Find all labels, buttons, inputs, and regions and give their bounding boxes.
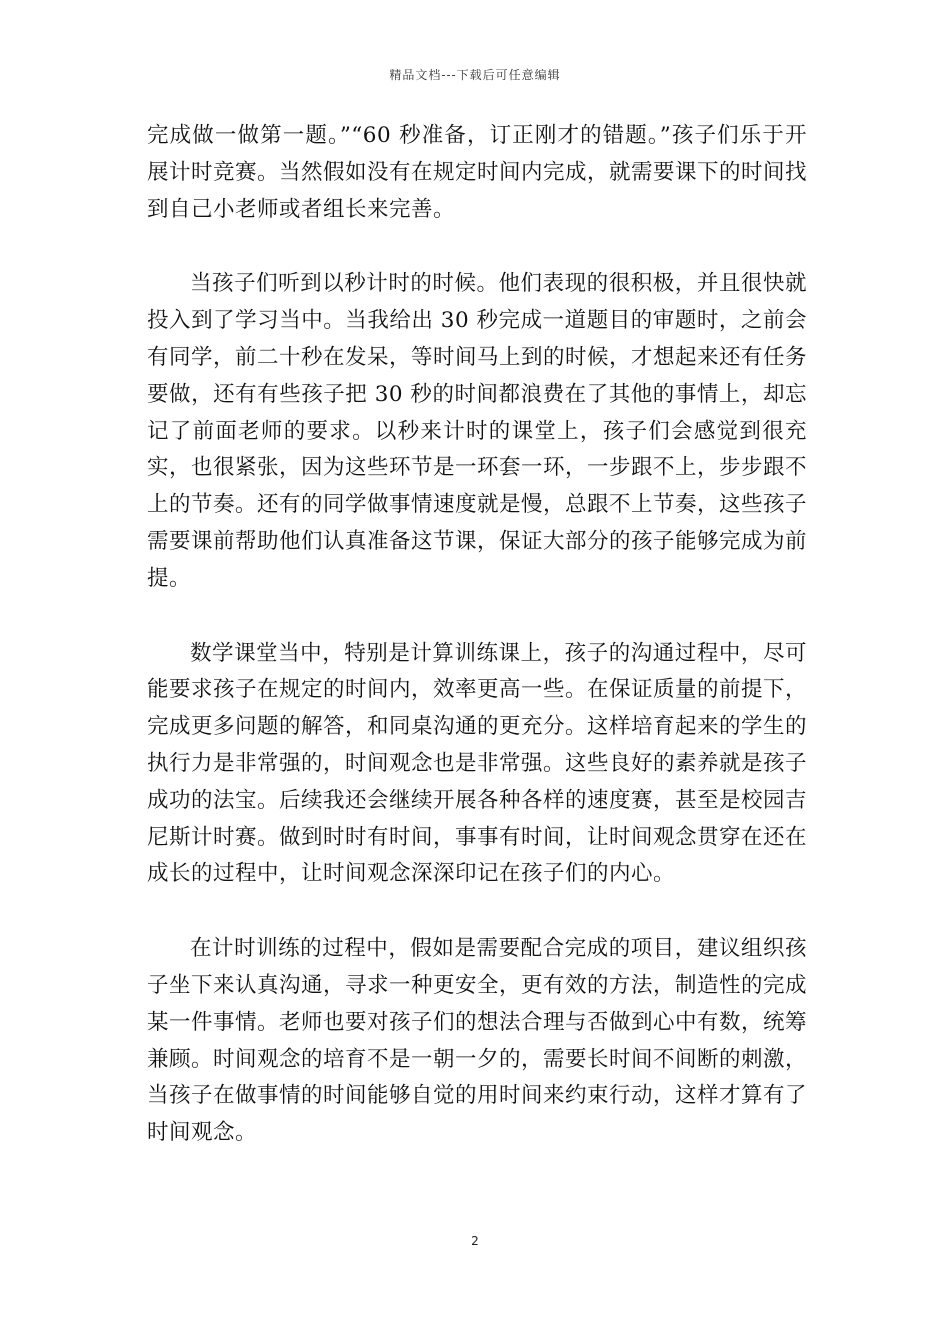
paragraph-3: 数学课堂当中，特别是计算训练课上，孩子的沟通过程中，尽可能要求孩子在规定的时间内，效率更高一些。在保证质量的前提下，完成更多问题的解答，和同桌沟通的更充分。这样培育起来的学生的执行力是非常强的，时间观念也是非常强。这些良好的素养就是孩子成功的法宝。后续我还会继续开展各种各样的速度赛，甚至是校园吉尼斯计时赛。做到时时有时间，事事有时间，让时间观念贯穿在还在成长的过程中，让时间观念深深印记在孩子们的内心。: [147, 640, 808, 887]
page-header: 精品文档---下载后可任意编辑: [389, 68, 561, 82]
paragraph-2: 当孩子们听到以秒计时的时候。他们表现的很积极，并且很快就投入到了学习当中。当我给出 30 秒完成一道题目的审题时，之前会有同学，前二十秒在发呆，等时间马上到的时候，才想起来还有任务要做，还有有些孩子把 30 秒的时间都浪费在了其他的事情上，却忘记了前面老师的要求。以秒来计时的课堂上，孩子们会感觉到很充实，也很紧张，因为这些环节是一环套一环，一步跟不上，步步跟不上的节奏。还有的同学做事情速度就是慢，总跟不上节奏，这些孩子需要课前帮助他们认真准备这节课，保证大部分的孩子能够完成为前提。: [147, 271, 808, 591]
document-body: [147, 118, 807, 1190]
paragraph-1: 完成做一做第一题。”“60 秒准备，订正刚才的错题。”孩子们乐于开展计时竞赛。当然假如没有在规定时间内完成，就需要课下的时间找到自己小老师或者组长来完善。: [147, 123, 808, 222]
page-number: 2: [471, 1234, 479, 1248]
paragraph-4: 在计时训练的过程中，假如是需要配合完成的项目，建议组织孩子坐下来认真沟通，寻求一种更安全，更有效的方法，制造性的完成某一件事情。老师也要对孩子们的想法合理与否做到心中有数，统筹兼顾。时间观念的培育不是一朝一夕的，需要长时间不间断的刺激，当孩子在做事情的时间能够自觉的用时间来约束行动，这样才算有了时间观念。: [147, 936, 808, 1146]
